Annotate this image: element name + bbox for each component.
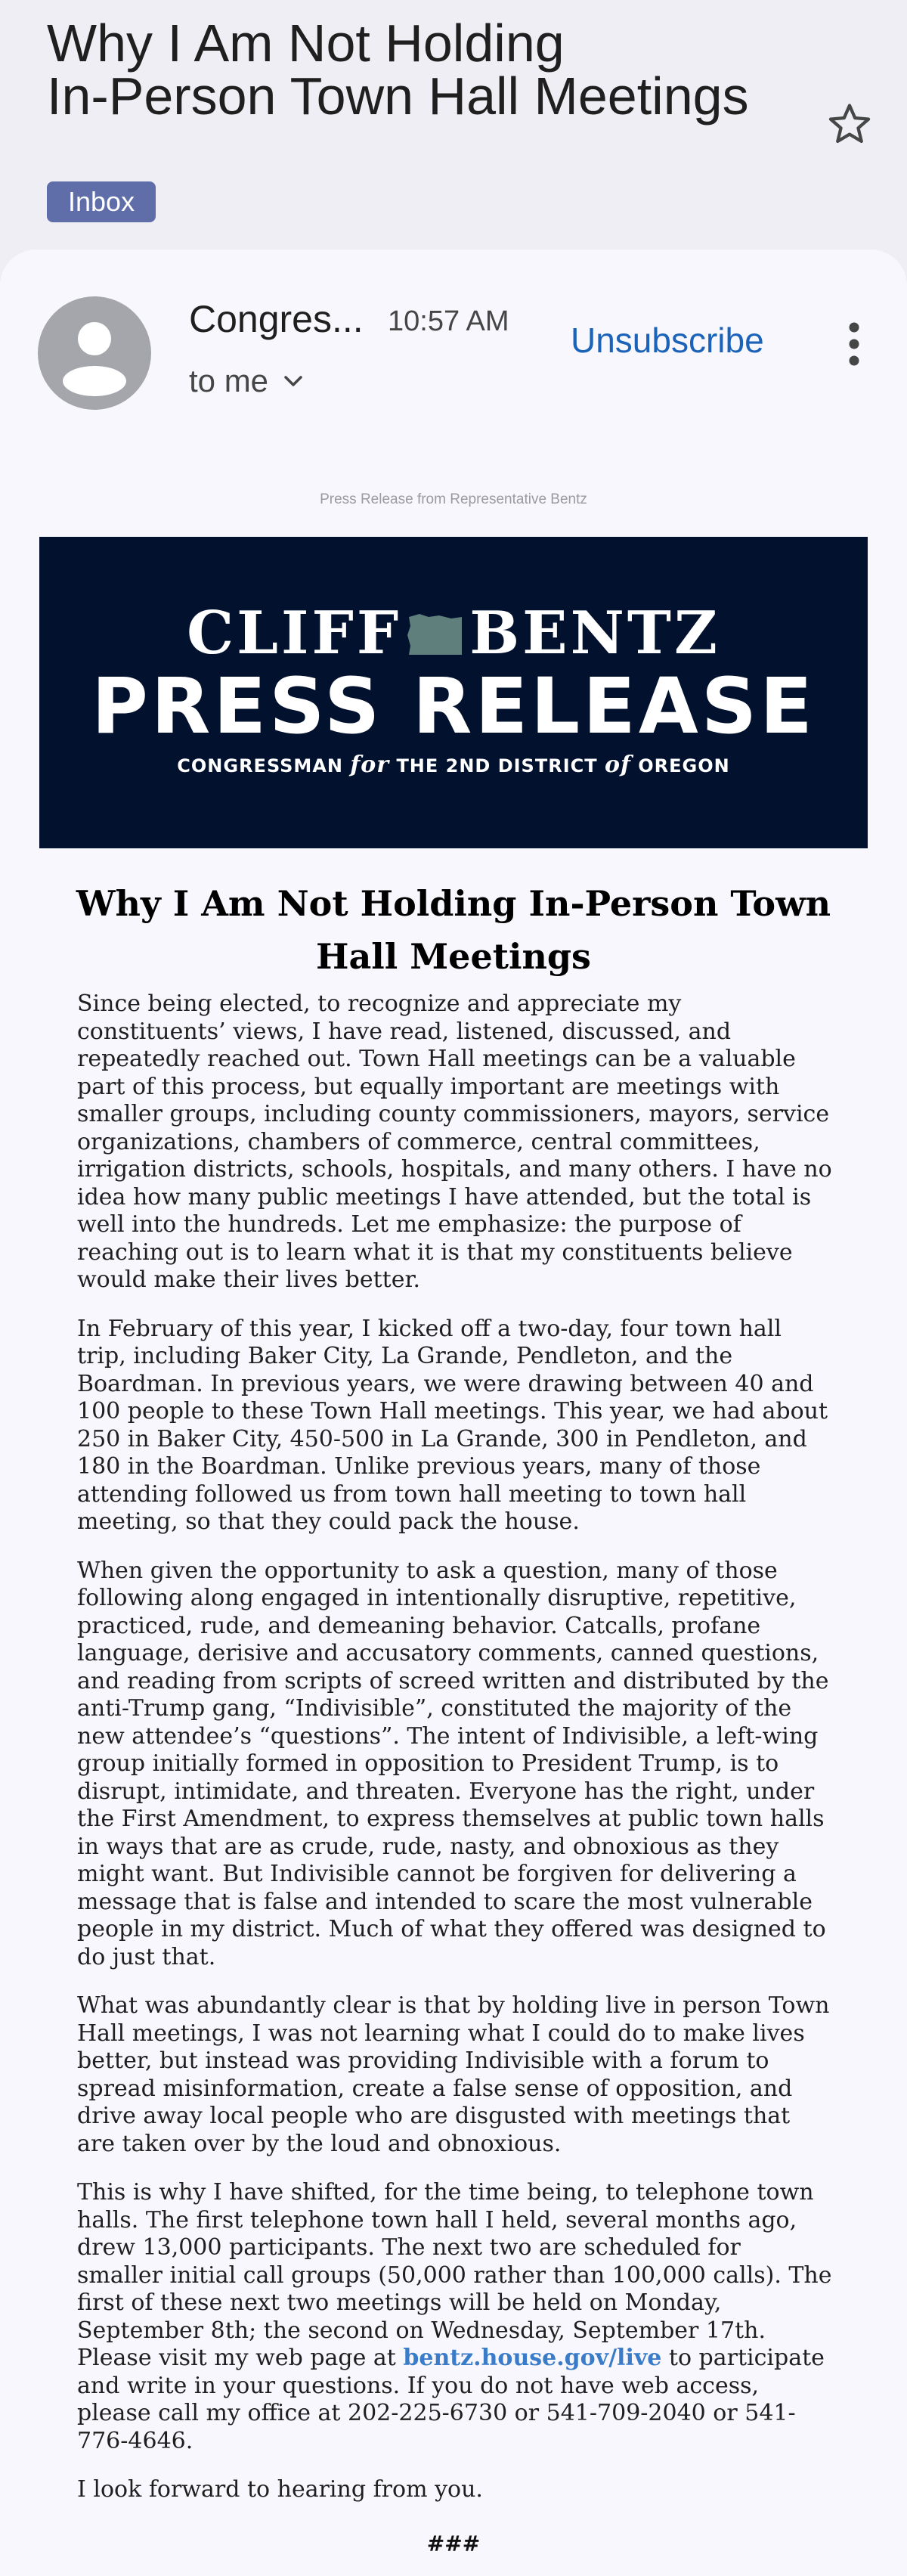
unsubscribe-button[interactable]: Unsubscribe: [571, 321, 764, 360]
body-paragraph-5: [77, 2179, 833, 2455]
article-title: Why I Am Not Holding In-Person Town Hall Meetings: [76, 883, 831, 977]
body-paragraph-3: When given the opportunity to ask a question, many of those following along engaged in intentionally disruptive, repetitive, practiced, rude, and demeaning behavior. Catcalls, profane language, derisive and accusatory comments, canned questions, and reading from scripts of screed written and distributed by the anti-Trump gang, “Indivisible”, constituted the majority of the new attendee’s “questions”. The intent of Indivisible, a left-wing group initially formed in opposition to President Trump, is to disrupt, intimidate, and threaten. Everyone has the right, under the First Amendment, to express themselves at public town halls in ways that are as crude, rude, nasty, and obnoxious as they might want. But Indivisible cannot be forgiven for delivering a message that is false and intended to scare the most vulnerable people in my district. Much of what they offered was designed to do just that.: [77, 1557, 829, 1970]
press-release-banner: [39, 537, 868, 848]
person-avatar-icon: [38, 296, 151, 410]
district-part-2: THE 2ND DISTRICT: [396, 755, 598, 777]
avatar[interactable]: [38, 296, 151, 410]
district-part-3: OREGON: [638, 755, 730, 777]
district-of: of: [604, 752, 631, 778]
district-part-1: CONGRESSMAN: [177, 755, 343, 777]
banner-name: [39, 599, 868, 668]
recipient-label: to me: [189, 363, 269, 398]
email-subject: [47, 14, 772, 126]
web-page-link[interactable]: bentz.house.gov/live: [403, 2345, 662, 2371]
more-vert-icon[interactable]: [839, 318, 869, 370]
inbox-label-badge[interactable]: Inbox: [47, 181, 156, 222]
chevron-down-icon: [282, 374, 305, 389]
banner-district: [39, 750, 868, 781]
sender-name[interactable]: Congres...: [189, 298, 364, 340]
app-top-area: [0, 0, 907, 250]
banner-headline: PRESS RELEASE: [91, 662, 816, 752]
banner-name-left: CLIFF: [187, 599, 402, 668]
star-icon[interactable]: [825, 100, 874, 148]
subject-line-2: In-Person Town Hall Meetings: [47, 67, 749, 126]
email-preheader: Press Release from Representative Bentz: [320, 491, 587, 507]
oregon-map-icon: [406, 608, 465, 653]
message-time: 10:57 AM: [388, 305, 509, 337]
paragraph-5-after: to participate and write in your questions. If you do not have web access, please call my office at 202-225-6730 or 541-709-2040 or 541-776-4646.: [77, 2345, 825, 2454]
closing-line: I look forward to hearing from you.: [77, 2476, 483, 2503]
body-paragraph-2: In February of this year, I kicked off a two-day, four town hall trip, including Baker City, La Grande, Pendleton, and the Boardman. In previous years, we were drawing between 40 and 100 people to these Town Hall meetings. This year, we had about 250 in Baker City, 450-500 in La Grande, 300 in Pendleton, and 180 in the Boardman. Unlike previous years, many of those attending followed us from town hall meeting to town hall meeting, so that they could pack the house.: [77, 1315, 828, 1535]
body-paragraph-1: Since being elected, to recognize and appreciate my constituents’ views, I have read, listened, discussed, and repeatedly reached out. Town Hall meetings can be a valuable part of this process, but equally important are meetings with smaller groups, including county commissioners, mayors, service organizations, chambers of commerce, central committees, irrigation districts, schools, hospitals, and many others. I have no idea how many public meetings I have attended, but the total is well into the hundreds. Let me emphasize: the purpose of reaching out is to learn what it is that my constituents believe would make their lives better.: [77, 990, 832, 1293]
paragraph-5-before: This is why I have shifted, for the time being, to telephone town halls. The first telephone town hall I held, several months ago, drew 13,000 participants. The next two are scheduled for smaller initial call groups (50,000 rather than 100,000 calls). The first of these next two meetings will be held on Monday, September 8th; the second on Wednesday, September 17th. Please visit my web page at: [77, 2179, 832, 2371]
banner-name-right: BENTZ: [469, 599, 720, 668]
end-mark: ###: [426, 2531, 481, 2556]
article-body: [77, 990, 833, 2525]
subject-line-1: Why I Am Not Holding: [47, 14, 565, 73]
body-paragraph-4: What was abundantly clear is that by holding live in person Town Hall meetings, I was not learning what I could do to make lives better, but instead was providing Indivisible with a forum to spread misinformation, create a false sense of opposition, and drive away local people who are disgusted with meetings that are taken over by the loud and obnoxious.: [77, 1992, 830, 2157]
district-for: for: [350, 752, 390, 778]
recipient-toggle[interactable]: [189, 358, 305, 404]
